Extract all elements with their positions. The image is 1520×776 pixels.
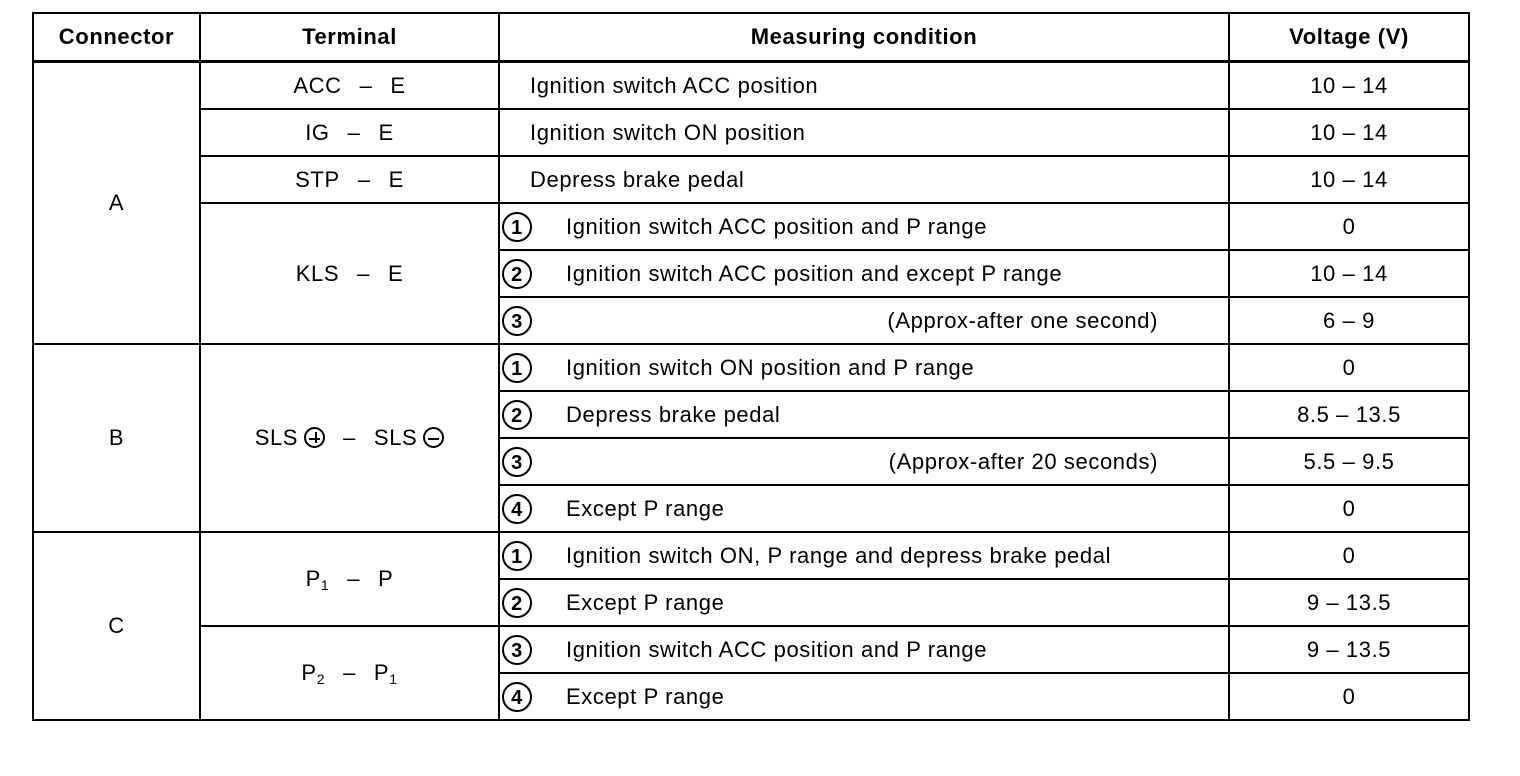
condition-text: Ignition switch ON position and P range	[566, 354, 975, 380]
terminal-left: P	[305, 565, 321, 591]
circled-number-icon: 4	[502, 494, 532, 524]
terminal-kls-e	[200, 203, 499, 344]
voltage-cell: 10 – 14	[1229, 109, 1469, 156]
condition-cell	[499, 203, 1229, 250]
terminal-left: STP	[295, 166, 340, 192]
condition-text: Except P range	[566, 495, 725, 521]
circled-number-icon: 1	[502, 541, 532, 571]
plus-circle-icon	[304, 427, 325, 448]
circled-number-icon: 1	[502, 353, 532, 383]
condition-cell	[499, 485, 1229, 532]
voltage-cell: 0	[1229, 485, 1469, 532]
connector-b: B	[33, 344, 200, 532]
circled-number-icon: 1	[502, 212, 532, 242]
terminal-right: P	[373, 659, 390, 685]
header-connector: Connector	[33, 13, 200, 62]
voltage-cell: 9 – 13.5	[1229, 626, 1469, 673]
table-row	[33, 626, 1469, 673]
table-row	[33, 203, 1469, 250]
condition-text: Ignition switch ON, P range and depress brake pedal	[566, 542, 1112, 568]
condition-text: Depress brake pedal	[566, 401, 781, 427]
terminal-left: ACC	[293, 72, 342, 98]
terminal-sls	[200, 344, 499, 532]
voltage-cell: 10 – 14	[1229, 156, 1469, 203]
condition-cell: Depress brake pedal	[499, 156, 1229, 203]
terminal-stp-e	[200, 156, 499, 203]
terminal-right: E	[378, 119, 394, 145]
terminal-left-subscript: 1	[320, 576, 330, 593]
condition-cell	[499, 438, 1229, 485]
terminal-ig-e	[200, 109, 499, 156]
voltage-cell: 10 – 14	[1229, 62, 1469, 110]
circled-number-icon: 3	[502, 306, 532, 336]
condition-cell	[499, 673, 1229, 720]
terminal-right: P	[378, 565, 394, 591]
terminal-left-subscript: 2	[316, 670, 326, 687]
terminal-p2-p1	[200, 626, 499, 720]
terminal-right: E	[387, 260, 404, 286]
circled-number-icon: 2	[502, 588, 532, 618]
terminal-dash: –	[357, 166, 371, 192]
circled-number-icon: 3	[502, 447, 532, 477]
voltage-cell: 8.5 – 13.5	[1229, 391, 1469, 438]
table-row	[33, 109, 1469, 156]
condition-cell	[499, 579, 1229, 626]
voltage-cell: 0	[1229, 532, 1469, 579]
condition-cell	[499, 532, 1229, 579]
terminal-dash: –	[347, 565, 361, 591]
voltage-cell: 5.5 – 9.5	[1229, 438, 1469, 485]
table-row	[33, 532, 1469, 579]
condition-cell	[499, 344, 1229, 391]
terminal-dash: –	[343, 659, 356, 685]
terminal-dash: –	[357, 260, 370, 286]
circled-number-icon: 2	[502, 400, 532, 430]
condition-text: (Approx-after one second)	[887, 307, 1158, 333]
condition-text: Ignition switch ACC position and P range	[566, 213, 988, 239]
condition-cell: Ignition switch ACC position	[499, 62, 1229, 110]
header-voltage: Voltage (V)	[1229, 13, 1469, 62]
condition-cell	[499, 626, 1229, 673]
condition-text: Ignition switch ACC position and except P range	[566, 260, 1063, 286]
voltage-cell: 0	[1229, 673, 1469, 720]
header-terminal: Terminal	[200, 13, 499, 62]
header-row	[33, 13, 1469, 62]
terminal-left: SLS	[254, 425, 299, 450]
voltage-cell: 10 – 14	[1229, 250, 1469, 297]
terminal-left: P	[301, 659, 317, 685]
condition-cell	[499, 391, 1229, 438]
terminal-left: IG	[305, 119, 330, 145]
table-row	[33, 344, 1469, 391]
condition-text: Ignition switch ACC position and P range	[566, 636, 988, 662]
terminal-left: KLS	[295, 260, 340, 286]
condition-text: Except P range	[566, 589, 725, 615]
voltage-cell: 9 – 13.5	[1229, 579, 1469, 626]
table-row	[33, 156, 1469, 203]
connector-a: A	[33, 62, 200, 345]
terminal-right: E	[390, 72, 406, 98]
terminal-dash: –	[343, 425, 356, 450]
header-measuring-condition: Measuring condition	[499, 13, 1229, 62]
condition-cell	[499, 297, 1229, 344]
condition-cell: Ignition switch ON position	[499, 109, 1229, 156]
minus-circle-icon	[423, 427, 444, 448]
voltage-table	[32, 12, 1470, 721]
circled-number-icon: 3	[502, 635, 532, 665]
condition-text: Except P range	[566, 683, 725, 709]
terminal-right: SLS	[373, 425, 418, 450]
voltage-cell: 6 – 9	[1229, 297, 1469, 344]
terminal-dash: –	[347, 119, 361, 145]
connector-c: C	[33, 532, 200, 720]
table-row	[33, 62, 1469, 110]
condition-cell	[499, 250, 1229, 297]
circled-number-icon: 2	[502, 259, 532, 289]
condition-text: (Approx-after 20 seconds)	[888, 448, 1158, 474]
terminal-p1-p	[200, 532, 499, 626]
terminal-acc-e	[200, 62, 499, 110]
terminal-right-subscript: 1	[389, 670, 398, 687]
circled-number-icon: 4	[502, 682, 532, 712]
terminal-right: E	[388, 166, 404, 192]
terminal-dash: –	[359, 72, 373, 98]
voltage-cell: 0	[1229, 203, 1469, 250]
voltage-cell: 0	[1229, 344, 1469, 391]
